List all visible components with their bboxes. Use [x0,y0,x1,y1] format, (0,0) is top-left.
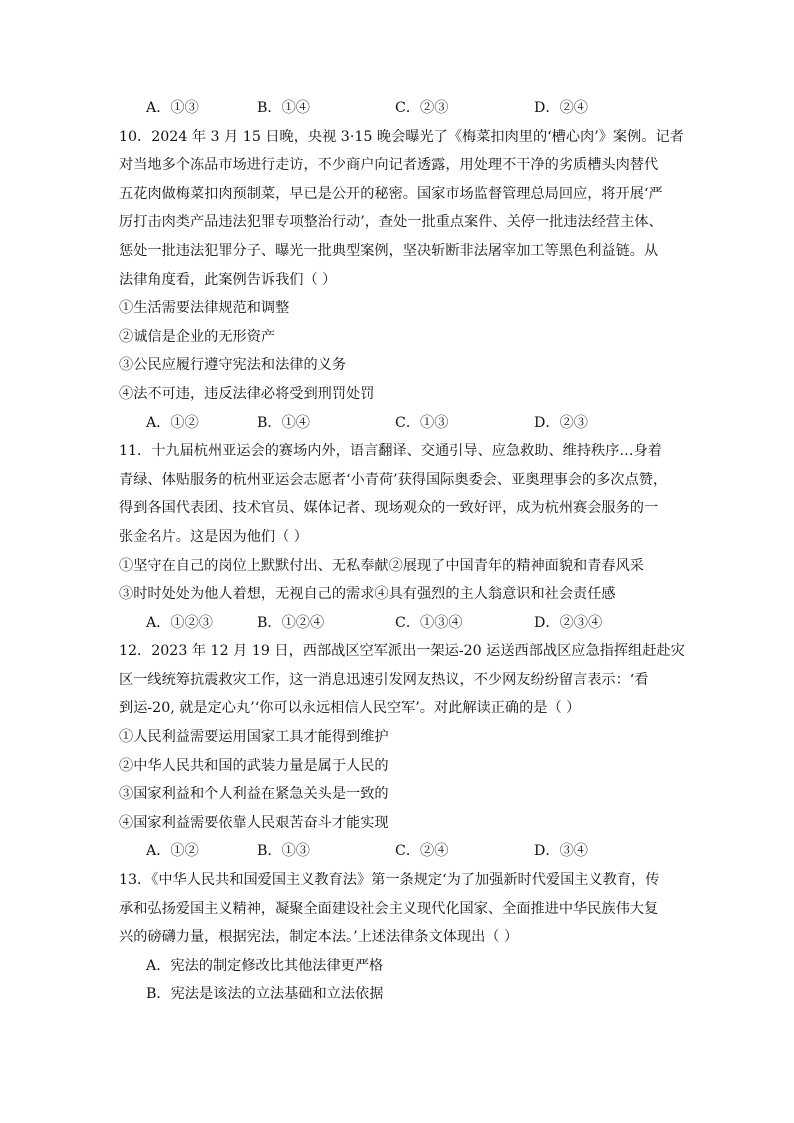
q9-option-c[interactable]: C．②③ [395,100,449,116]
q13-stem-line-3: 兴的磅礴力量，根据宪法，制定本法。’上述法律条文体现出（ ） [119,929,519,946]
q9-option-b[interactable]: B．①④ [257,100,310,116]
q10-stem-line-6: 法律角度看，此案例告诉我们（ ） [119,271,337,288]
q12-item-4: ④国家利益需要依靠人民艰苦奋斗才能实现 [119,814,389,831]
question-10 [119,123,684,438]
q9-option-a[interactable]: A．①③ [146,100,199,116]
q12-option-c[interactable]: C．②④ [395,843,449,860]
q10-item-1: ①生活需要法律规范和调整 [119,300,290,317]
q10-stem-line-4: 厉打击肉类产品违法犯罪专项整治行动’，查处一批重点案件、关停一批违法经营主体、 [119,214,663,231]
q11-item-line-2: ③时时处处为他人着想，无视自己的需求④具有强烈的主人翁意识和社会责任感 [119,586,616,603]
q10-item-4: ④法不可违，违反法律必将受到刑罚处罚 [119,385,375,402]
q11-option-b[interactable]: B．①②④ [257,614,325,631]
q10-stem-line-1: 10．2024 年 3 月 15 日晚，央视 3·15 晚会曝光了《梅菜扣肉里的‘槽心肉’》案例。记者 [119,128,684,145]
question-12 [119,637,685,866]
q10-item-2: ②诚信是企业的无形资产 [119,328,276,345]
q12-item-2: ②中华人民共和国的武装力量是属于人民的 [119,757,389,774]
exam-page [119,94,685,1009]
q11-item-line-1: ①坚守在自己的岗位上默默付出、无私奉献②展现了中国青年的精神面貌和青春风采 [119,557,644,574]
q12-stem-line-1: 12．2023 年 12 月 19 日，西部战区空军派出一架运-20 运送西部战区应急指挥组赶赴灾 [119,643,685,660]
q11-option-d[interactable]: D．②③④ [534,614,603,631]
q10-option-b[interactable]: B．①④ [257,414,310,431]
question-13 [119,866,679,1009]
q13-option-b[interactable]: B．宪法是该法的立法基础和立法依据 [146,986,384,1003]
q11-option-a[interactable]: A．①②③ [146,614,213,631]
q10-option-a[interactable]: A．①② [146,414,199,431]
q11-options [119,609,679,638]
q11-option-c[interactable]: C．①③④ [395,614,463,631]
q11-stem-line-4: 张金名片。这是因为他们（ ） [119,528,308,545]
q9-options [119,94,679,123]
q12-option-b[interactable]: B．①③ [257,843,310,860]
q10-stem-line-2: 对当地多个冻品市场进行走访，不少商户向记者透露，用处理不干净的劣质槽头肉替代 [119,157,659,174]
q10-option-c[interactable]: C．①③ [395,414,449,431]
q11-stem-line-3: 得到各国代表团、技术官员、媒体记者、现场观众的一致好评，成为杭州赛会服务的一 [119,500,659,517]
q13-stem-line-1: 13．《中华人民共和国爱国主义教育法》第一条规定‘为了加强新时代爱国主义教育，传 [119,872,660,889]
q11-stem-line-2: 青绿、体贴服务的杭州亚运会志愿者‘小青荷’获得国际奥委会、亚奥理事会的多次点赞， [119,471,668,488]
q12-options [119,837,679,866]
q10-option-d[interactable]: D．②③ [534,414,588,431]
q12-item-3: ③国家利益和个人利益在紧急关头是一致的 [119,786,389,803]
q10-options [119,409,679,438]
question-11 [119,437,679,637]
q9-option-d[interactable]: D．②④ [534,100,588,116]
q10-stem-line-5: 惩处一批违法犯罪分子、曝光一批典型案例，坚决斩断非法屠宰加工等黑色利益链。从 [119,242,659,259]
q10-item-3: ③公民应履行遵守宪法和法律的义务 [119,357,347,374]
q12-stem-line-2: 区一线统筹抗震救灾工作，这一消息迅速引发网友热议，不少网友纷纷留言表示：‘看 [119,671,649,688]
q11-stem-line-1: 11．十九届杭州亚运会的赛场内外，语言翻译、交通引导、应急救助、维持秩序…身着 [119,443,662,460]
q10-stem-line-3: 五花肉做梅菜扣肉预制菜，早已是公开的秘密。国家市场监督管理总局回应，将开展‘严 [119,185,663,202]
q13-option-a[interactable]: A．宪法的制定修改比其他法律更严格 [146,957,384,974]
q12-stem-line-3: 到运-20, 就是定心丸’‘你可以永远相信人民空军’。对此解读正确的是（ ） [119,700,581,717]
q13-stem-line-2: 承和弘扬爱国主义精神，凝聚全面建设社会主义现代化国家、全面推进中华民族伟大复 [119,900,659,917]
q12-item-1: ①人民利益需要运用国家工具才能得到维护 [119,729,389,746]
q12-option-d[interactable]: D．③④ [534,843,588,860]
q12-option-a[interactable]: A．①② [146,843,199,860]
